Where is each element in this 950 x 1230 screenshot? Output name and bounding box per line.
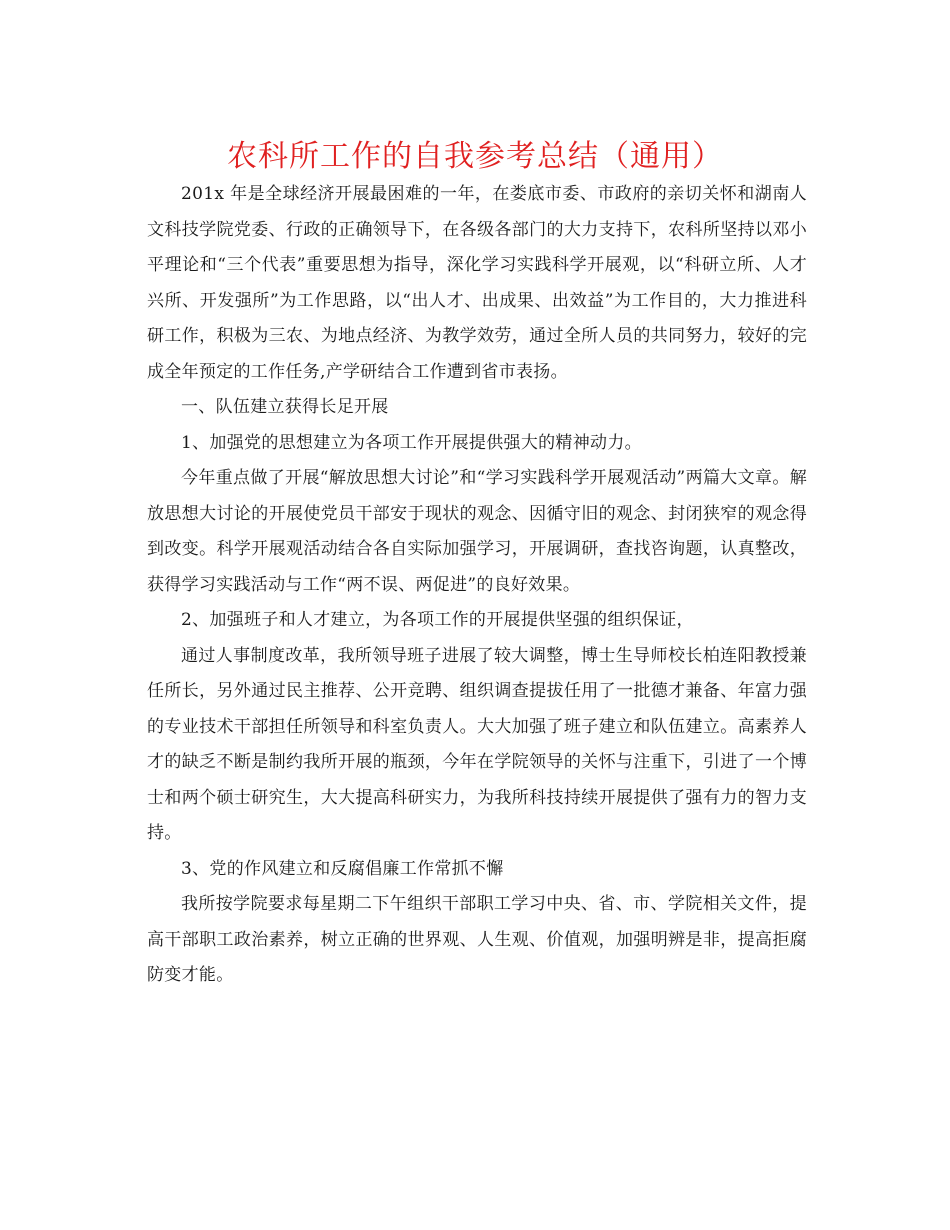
subheading-party-thought: 1、加强党的思想建立为各项工作开展提供强大的精神动力。 <box>181 432 642 453</box>
paragraph-anticorruption: 我所按学院要求每星期二下午组织干部职工学习中央、省、市、学院相关文件，提高干部职工政治素养，树立正确的世界观、人生观、价值观，加强明辨是非，提高拒腐防变才能。 <box>147 894 807 985</box>
paragraph-intro: 201x 年是全球经济开展最困难的一年，在娄底市委、市政府的亲切关怀和湖南人文科技学院党委、行政的正确领导下，在各级各部门的大力支持下，农科所坚持以邓小平理论和“三个代表”重要思想为指导，深化学习实践科学开展观，以“科研立所、人才兴所、开发强所”为工作思路，以“出人才、出成果、出效益”为工作目的，大力推进科研工作，积极为三农、为地点经济、为教学效劳，通过全所人员的共同努力，较好的完成全年预定的工作任务,产学研结合工作遭到省市表扬。 <box>147 184 807 382</box>
paragraph-party-thought: 今年重点做了开展“解放思想大讨论”和“学习实践科学开展观活动”两篇大文章。解放思想大讨论的开展使党员干部安于现状的观念、因循守旧的观念、封闭狭窄的观念得到改变。科学开展观活动结合各自实际加强学习，开展调研，查找咨询题，认真整改，获得学习实践活动与工作“两不误、两促进”的良好效果。 <box>147 468 807 595</box>
document-title: 农科所工作的自我参考总结（通用） <box>227 139 723 174</box>
paragraph-leadership: 通过人事制度改革，我所领导班子进展了较大调整，博士生导师校长柏连阳教授兼任所长，另外通过民主推荐、公开竞聘、组织调查提拔任用了一批德才兼备、年富力强的专业技术干部担任所领导和科室负责人。大大加强了班子建立和队伍建立。高素养人才的缺乏不断是制约我所开展的瓶颈，今年在学院领导的关怀与注重下，引进了一个博士和两个硕士研究生，大大提高科研实力，为我所科技持续开展提供了强有力的智力支持。 <box>147 645 807 843</box>
section-heading-team: 一、队伍建立获得长足开展 <box>181 397 389 417</box>
subheading-leadership: 2、加强班子和人才建立，为各项工作的开展提供坚强的组织保证， <box>181 610 694 630</box>
subheading-anticorruption: 3、党的作风建立和反腐倡廉工作常抓不懈 <box>181 858 504 879</box>
document-body <box>147 177 807 994</box>
